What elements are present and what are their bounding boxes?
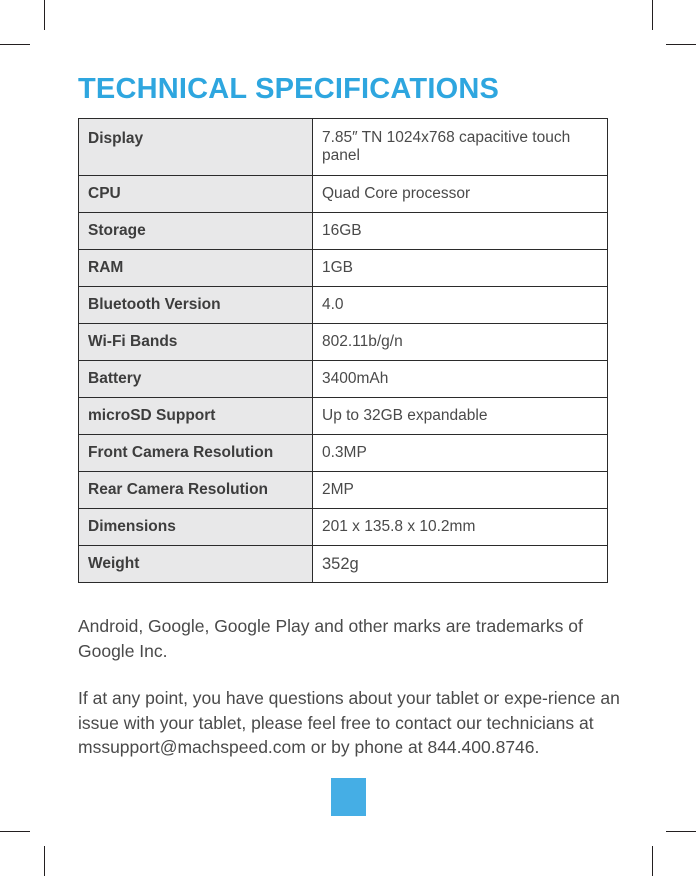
support-note: If at any point, you have questions about your tablet or expe-rience an issue with your tablet, please feel free to contact our technicians at mssupport@machspeed.com or by phone at 844.400.8746. bbox=[78, 688, 620, 757]
crop-mark-bottom-right-vertical bbox=[652, 846, 653, 876]
spec-label: Weight bbox=[79, 546, 313, 583]
spec-label: RAM bbox=[79, 250, 313, 287]
crop-mark-top-right-horizontal bbox=[666, 44, 696, 45]
table-row bbox=[79, 509, 608, 546]
table-row bbox=[79, 119, 608, 176]
crop-mark-bottom-right-horizontal bbox=[666, 831, 696, 832]
spec-value: 2MP bbox=[313, 472, 608, 509]
spec-value: 802.11b/g/n bbox=[313, 324, 608, 361]
spec-label: Front Camera Resolution bbox=[79, 435, 313, 472]
table-row bbox=[79, 176, 608, 213]
page-title: TECHNICAL SPECIFICATIONS bbox=[78, 73, 500, 105]
spec-label: Display bbox=[79, 119, 313, 176]
table-row bbox=[79, 324, 608, 361]
spec-value: 201 x 135.8 x 10.2mm bbox=[313, 509, 608, 546]
trademark-note: Android, Google, Google Play and other marks are trademarks of Google Inc. bbox=[78, 616, 583, 661]
table-row bbox=[79, 546, 608, 583]
spec-value: 352g bbox=[313, 546, 608, 583]
crop-mark-bottom-left-vertical bbox=[44, 846, 45, 876]
spec-label: Wi-Fi Bands bbox=[79, 324, 313, 361]
crop-mark-top-left-vertical bbox=[44, 0, 45, 30]
spec-value: 7.85″ TN 1024x768 capacitive touch panel bbox=[313, 119, 608, 176]
spec-label: Dimensions bbox=[79, 509, 313, 546]
page-marker bbox=[331, 778, 366, 816]
spec-label: Battery bbox=[79, 361, 313, 398]
spec-value: 4.0 bbox=[313, 287, 608, 324]
table-row bbox=[79, 213, 608, 250]
spec-value: 0.3MP bbox=[313, 435, 608, 472]
table-row bbox=[79, 398, 608, 435]
spec-value: Quad Core processor bbox=[313, 176, 608, 213]
spec-value: 3400mAh bbox=[313, 361, 608, 398]
specs-table bbox=[78, 118, 608, 583]
crop-mark-top-right-vertical bbox=[652, 0, 653, 30]
table-row bbox=[79, 361, 608, 398]
spec-value: 1GB bbox=[313, 250, 608, 287]
spec-value: Up to 32GB expandable bbox=[313, 398, 608, 435]
spec-value: 16GB bbox=[313, 213, 608, 250]
spec-label: Bluetooth Version bbox=[79, 287, 313, 324]
crop-mark-bottom-left-horizontal bbox=[0, 831, 30, 832]
notes bbox=[78, 614, 628, 760]
spec-label: microSD Support bbox=[79, 398, 313, 435]
table-row bbox=[79, 250, 608, 287]
spec-label: Rear Camera Resolution bbox=[79, 472, 313, 509]
spec-label: Storage bbox=[79, 213, 313, 250]
table-row bbox=[79, 287, 608, 324]
table-row bbox=[79, 435, 608, 472]
table-row bbox=[79, 472, 608, 509]
spec-label: CPU bbox=[79, 176, 313, 213]
crop-mark-top-left-horizontal bbox=[0, 44, 30, 45]
